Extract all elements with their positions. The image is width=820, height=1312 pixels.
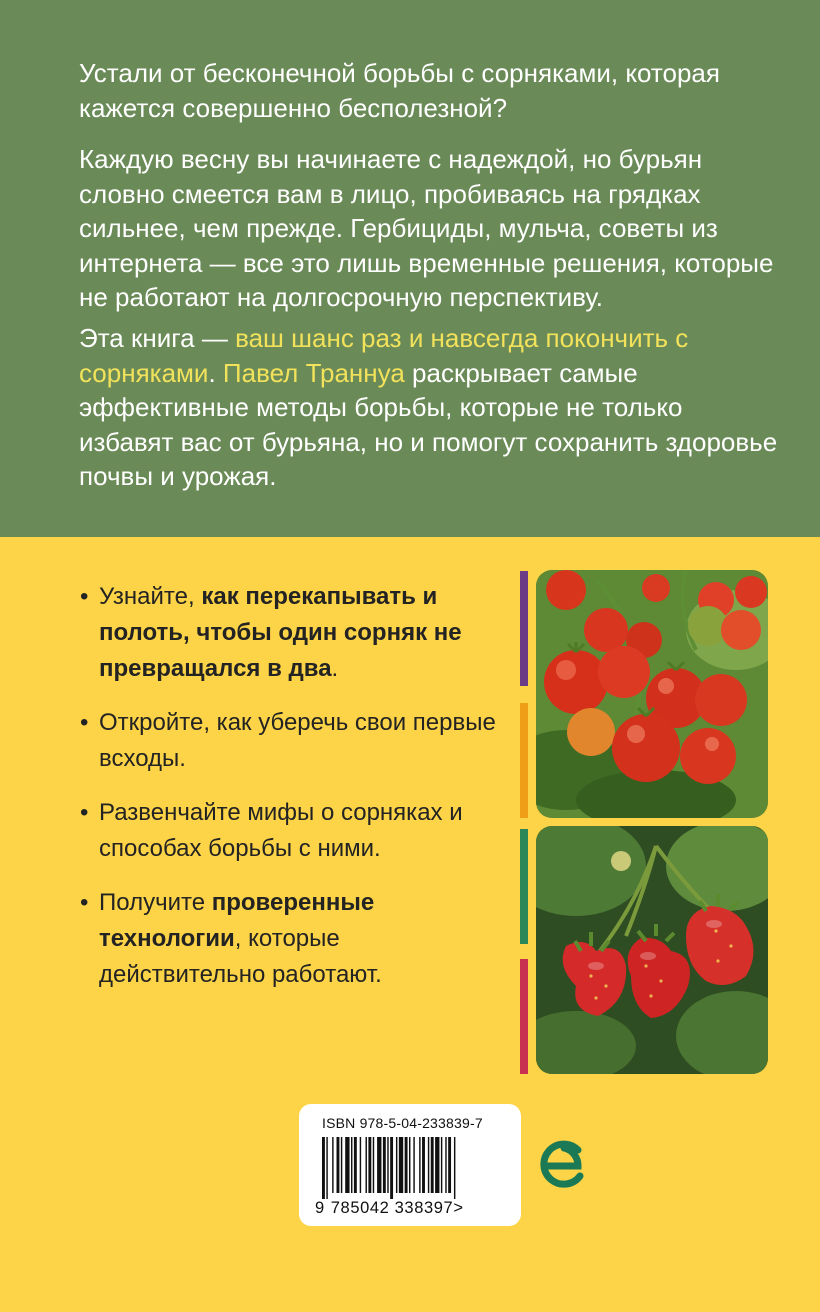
barcode-bar — [422, 1137, 425, 1193]
bullet-dot: • — [80, 709, 89, 736]
book-promise-highlight: ваш шанс раз и навсегда покончить с сорняками — [79, 323, 689, 388]
tomatoes-photo — [536, 570, 768, 818]
barcode-bar — [368, 1137, 371, 1193]
benefit-item: • Получите проверенные технологии, которые действительно работают. — [80, 885, 500, 993]
problem-paragraph: Каждую весну вы начинаете с надеждой, но бурьян словно смеется вам в лицо, пробиваясь на грядках сильнее, чем прежде. Гербициды, мульча, советы из интернета — все это лишь временные решения, которые не работают на долгосрочную перспективу. — [79, 144, 774, 312]
bullet-dot: • — [80, 799, 89, 826]
book-paragraph-start: Эта книга — — [79, 323, 236, 353]
barcode-bar — [441, 1137, 442, 1193]
benefit-emphasis: проверенные технологии — [99, 889, 375, 952]
barcode-bar — [373, 1137, 374, 1193]
barcode-bar — [366, 1137, 367, 1193]
barcode-bar — [413, 1137, 414, 1193]
barcode-bar — [345, 1137, 349, 1193]
barcode-bar — [351, 1137, 352, 1193]
accent-bar-purple — [520, 571, 528, 686]
barcode-bar — [431, 1137, 434, 1193]
bullet-dot: • — [80, 583, 89, 610]
intro-question: Устали от бесконечной борьбы с сорняками, которая кажется совершенно бесполезной? — [79, 58, 720, 123]
accent-bar-green — [520, 829, 528, 944]
barcode-bar — [332, 1137, 333, 1193]
accent-bar-red — [520, 959, 528, 1074]
barcode-bar — [337, 1137, 340, 1193]
book-paragraph-end: раскрывает самые эффективные методы борьбы, которые не только избавят вас от бурьяна, но и помогут сохранить здоровье почвы и урожая. — [79, 357, 778, 491]
author-name: Павел Траннуа — [222, 357, 405, 388]
barcode-bar — [390, 1137, 393, 1199]
book-paragraph — [79, 321, 779, 494]
bullet-dot: • — [80, 889, 89, 916]
benefit-item: • Откройте, как уберечь свои первые всходы. — [80, 705, 500, 777]
description-section — [0, 0, 820, 537]
book-paragraph-punct: . — [208, 357, 223, 388]
isbn-barcode-box — [299, 1104, 521, 1226]
barcode-bar — [409, 1137, 410, 1193]
barcode-bar — [341, 1137, 342, 1193]
benefit-item: • Узнайте, как перекапывать и полоть, чтобы один сорняк не превращался в два. — [80, 579, 500, 687]
barcode-bar — [360, 1137, 361, 1193]
accent-bar-orange — [520, 703, 528, 818]
barcode-bar — [454, 1137, 455, 1199]
isbn-label: ISBN 978-5-04-233839-7 — [322, 1115, 483, 1131]
benefit-emphasis: как перекапывать и полоть, чтобы один сорняк не превращался в два — [99, 583, 462, 682]
barcode-bar — [383, 1137, 386, 1193]
barcode-bar — [396, 1137, 397, 1193]
barcode-bar — [326, 1137, 327, 1199]
barcode-bar — [419, 1137, 420, 1193]
barcode — [320, 1137, 500, 1199]
benefit-item: • Развенчайте мифы о сорняках и способах борьбы с ними. — [80, 795, 500, 867]
barcode-bar — [387, 1137, 388, 1193]
barcode-bar — [428, 1137, 429, 1193]
barcode-bar — [399, 1137, 403, 1193]
barcode-bar — [448, 1137, 451, 1193]
publisher-logo — [538, 1136, 584, 1194]
barcode-bar — [377, 1137, 381, 1193]
benefits-list — [80, 579, 500, 1011]
barcode-bar — [435, 1137, 439, 1193]
benefits-section — [0, 537, 820, 1312]
barcode-bar — [354, 1137, 357, 1193]
strawberries-photo — [536, 826, 768, 1074]
barcode-bar — [405, 1137, 408, 1193]
isbn-digits: 9 785042 338397> — [315, 1199, 464, 1217]
barcode-bar — [445, 1137, 446, 1193]
barcode-bar — [322, 1137, 325, 1199]
